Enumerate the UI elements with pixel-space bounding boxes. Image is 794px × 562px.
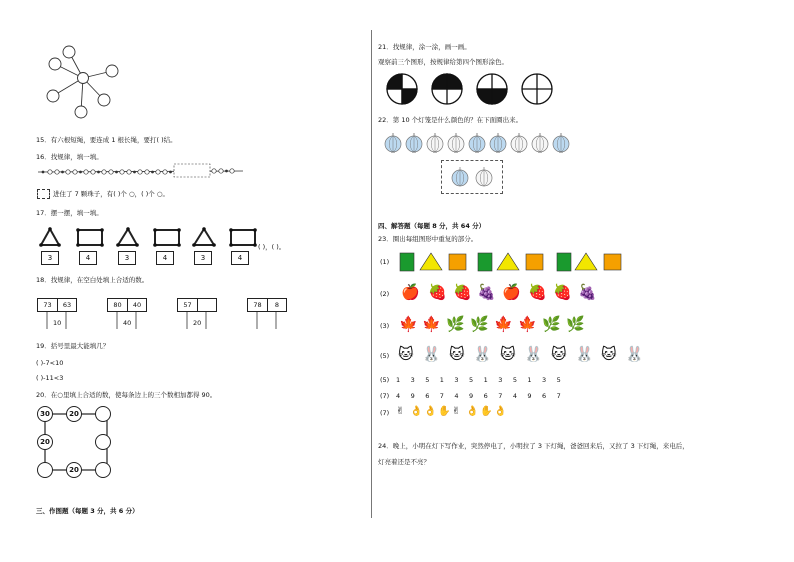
lantern-choices [451, 167, 495, 189]
rope-circles-diagram [40, 42, 125, 122]
row-label: (3) [380, 322, 390, 330]
number-sequence: 4 9 6 7 4 9 6 7 4 9 6 7 [396, 392, 565, 400]
question-21: 21．找规律，涂一涂，画一画。 [378, 43, 471, 51]
stick-count-box: 3 [41, 251, 59, 265]
pair-top-right-blank[interactable] [197, 299, 216, 311]
strawberry-icon: 🍓 [553, 283, 572, 301]
row-label: (5) [380, 376, 390, 384]
question-18: 18．找规律，在空白处填上合适的数。 [36, 276, 149, 284]
rabbit-icon: 🐰 [422, 345, 441, 363]
question-15: 15．有六根短绳，要连成 1 根长绳，要打( )结。 [36, 136, 177, 144]
quarter-circles-pattern [385, 72, 557, 108]
question-19-line1: ( )-7<10 [36, 359, 64, 367]
strawberry-icon: 🍓 [428, 283, 447, 301]
cat-icon: 🐱 [551, 345, 567, 363]
maple-leaf-icon: 🍁 [518, 315, 537, 333]
rabbit-icon: 🐰 [625, 345, 644, 363]
pair-bottom-value: 20 [193, 319, 202, 327]
green-leaf-icon: 🌿 [470, 315, 489, 333]
lantern-row [384, 133, 584, 155]
stick-count-box: 3 [118, 251, 136, 265]
number-circle-blank[interactable] [37, 462, 53, 478]
rabbit-icon: 🐰 [575, 345, 594, 363]
number-circle-blank[interactable] [95, 434, 111, 450]
pair-connector [247, 312, 287, 330]
matchstick-shapes [36, 226, 266, 250]
question-16-line2: 进住了 7 颗珠子，有( )个 ○，( )个 ○。 [53, 190, 170, 198]
hand-ok-icon: 👌 [466, 406, 479, 417]
pair-top-left: 80 [113, 301, 122, 309]
row-label: (5) [380, 352, 390, 360]
cat-icon: 🐱 [601, 345, 617, 363]
bead-string-pattern [38, 164, 243, 178]
bead-blank-box[interactable] [37, 189, 50, 199]
question-22: 22．第 10 个灯笼是什么颜色的？在下面圈出来。 [378, 116, 523, 124]
hand-palm-icon: ✋ [438, 406, 451, 417]
cat-icon: 🐱 [398, 345, 414, 363]
strawberry-icon: 🍓 [453, 283, 472, 301]
number-pair-4 [247, 298, 287, 312]
pair-top-right: 40 [127, 299, 146, 311]
hand-palm-icon: ✋ [480, 406, 493, 417]
row-label: (7) [380, 409, 390, 417]
stick-count-box: 3 [194, 251, 212, 265]
green-leaf-icon: 🌿 [566, 315, 585, 333]
grapes-icon: 🍇 [578, 283, 597, 301]
number-circle: 30 [37, 406, 53, 422]
question-21-sub: 观察前三个图形，按规律给第四个图形涂色。 [378, 58, 508, 66]
question-19-line2: ( )-11<3 [36, 374, 64, 382]
stick-count-box: 4 [231, 251, 249, 265]
pair-top-right: 63 [57, 299, 76, 311]
green-leaf-icon: 🌿 [542, 315, 561, 333]
question-20: 20．在○里填上合适的数，使每条边上的三个数相加都得 90。 [36, 391, 217, 399]
apple-icon: 🍎 [502, 283, 521, 301]
question-24-line2: 灯亮着还是不亮？ [378, 458, 430, 466]
shape-pattern-row [398, 252, 626, 272]
number-circle: 20 [37, 434, 53, 450]
row-label: (2) [380, 290, 390, 298]
hand-ok-icon: 👌 [424, 406, 437, 417]
question-17-answers: ( )，( )。 [258, 243, 286, 251]
cat-icon: 🐱 [449, 345, 465, 363]
strawberry-icon: 🍓 [528, 283, 547, 301]
rabbit-icon: 🐰 [473, 345, 492, 363]
column-divider [371, 30, 372, 518]
section-3-heading: 三、作图题（每题 3 分，共 6 分） [36, 507, 139, 515]
grapes-icon: 🍇 [477, 283, 496, 301]
hand-victory-icon: ✌ [396, 406, 405, 417]
question-23: 23．圈出每组图形中重复的部分。 [378, 235, 478, 243]
section-4-heading: 四、解答题（每题 8 分，共 64 分） [378, 222, 486, 230]
question-17: 17．摆一摆，填一填。 [36, 209, 103, 217]
stick-count-box: 4 [79, 251, 97, 265]
number-pair-3 [177, 298, 217, 312]
pair-bottom-value: 40 [123, 319, 132, 327]
hand-ok-icon: 👌 [494, 406, 507, 417]
stick-count-box: 4 [156, 251, 174, 265]
question-16: 16．找规律，填一填。 [36, 153, 103, 161]
cat-icon: 🐱 [500, 345, 516, 363]
question-19: 19．括号里最大能填几？ [36, 342, 110, 350]
pair-top-left: 78 [253, 301, 262, 309]
pair-top-left: 57 [183, 301, 192, 309]
pair-top-right: 8 [267, 299, 286, 311]
question-24: 24．晚上，小明在灯下写作业，突然停电了，小明拉了 3 下灯绳，爸爸回来后，又拉了 3 下灯绳，来电后， [378, 442, 689, 450]
green-leaf-icon: 🌿 [446, 315, 465, 333]
pair-bottom-value: 10 [53, 319, 62, 327]
maple-leaf-icon: 🍁 [399, 315, 418, 333]
row-label: (1) [380, 258, 390, 266]
number-circle: 20 [66, 462, 82, 478]
row-label: (7) [380, 392, 390, 400]
number-circle: 20 [66, 406, 82, 422]
maple-leaf-icon: 🍁 [494, 315, 513, 333]
number-pair-2 [107, 298, 147, 312]
hand-ok-icon: 👌 [410, 406, 423, 417]
number-circle-blank[interactable] [95, 462, 111, 478]
number-pair-1 [37, 298, 77, 312]
maple-leaf-icon: 🍁 [422, 315, 441, 333]
rabbit-icon: 🐰 [524, 345, 543, 363]
apple-icon: 🍎 [401, 283, 420, 301]
hand-victory-icon: ✌ [452, 406, 461, 417]
number-sequence: 1 3 5 1 3 5 1 3 5 1 3 5 [396, 376, 565, 384]
pair-top-left: 73 [43, 301, 52, 309]
number-circle-blank[interactable] [95, 406, 111, 422]
